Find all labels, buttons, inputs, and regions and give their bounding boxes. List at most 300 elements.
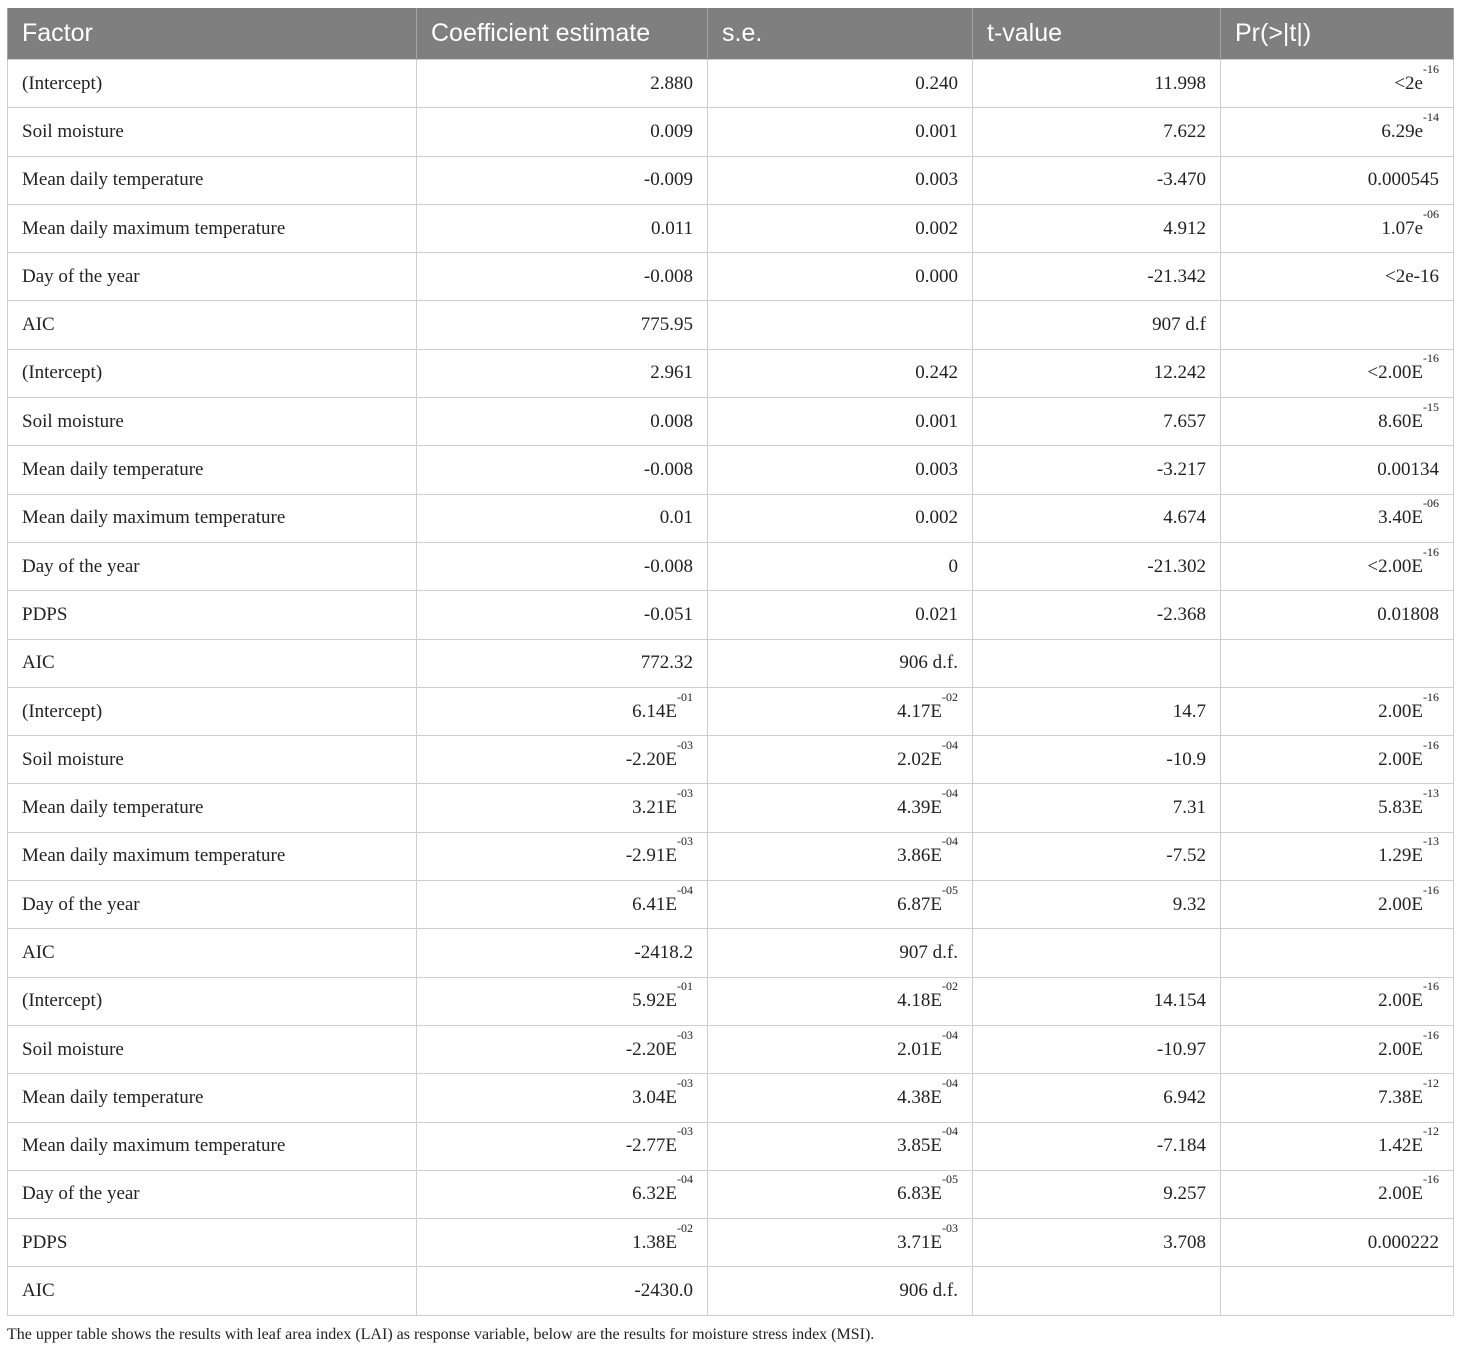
table-row [8, 1267, 1454, 1315]
coefficient-cell [417, 881, 708, 929]
cell-value: 0.01808 [1377, 603, 1439, 625]
table-row [8, 1219, 1454, 1267]
cell-value: Day of the year [22, 265, 140, 287]
t-value-cell [973, 253, 1221, 301]
cell-value: 14.7 [1172, 700, 1206, 722]
cell-exponent: -16 [1423, 689, 1439, 704]
t-value-cell [973, 1267, 1221, 1315]
cell-value: -2.20E [625, 1038, 677, 1060]
table-row [8, 301, 1454, 349]
p-value-cell [1221, 736, 1454, 784]
factor-cell [8, 639, 417, 687]
header-factor: Factor [8, 8, 417, 60]
cell-value: 3.86E [897, 845, 942, 867]
cell-value: 3.40E [1378, 507, 1423, 529]
cell-value: (Intercept) [22, 990, 103, 1012]
cell-value: AIC [22, 1280, 55, 1302]
table-row [8, 687, 1454, 735]
cell-exponent: -16 [1423, 544, 1439, 559]
table-row [8, 784, 1454, 832]
factor-cell [8, 253, 417, 301]
cell-value: -7.184 [1156, 1135, 1206, 1157]
p-value-cell [1221, 398, 1454, 446]
cell-value: 2.00E [1378, 700, 1423, 722]
p-value-cell [1221, 1219, 1454, 1267]
cell-value: 12.242 [1153, 362, 1206, 384]
coefficient-cell [417, 108, 708, 156]
cell-value: 4.912 [1163, 217, 1206, 239]
cell-value: 7.31 [1172, 797, 1206, 819]
header-coefficient-estimate: Coefficient estimate [417, 8, 708, 60]
t-value-cell [973, 494, 1221, 542]
coefficient-cell [417, 1025, 708, 1073]
factor-cell [8, 1025, 417, 1073]
cell-exponent: -04 [942, 1075, 958, 1090]
cell-exponent: -03 [677, 1124, 693, 1139]
cell-value: -0.008 [643, 265, 693, 287]
coefficient-cell [417, 832, 708, 880]
se-cell [708, 253, 973, 301]
factor-cell [8, 591, 417, 639]
coefficient-cell [417, 60, 708, 108]
coefficient-cell [417, 1122, 708, 1170]
se-cell [708, 60, 973, 108]
factor-cell [8, 204, 417, 252]
cell-exponent: -12 [1423, 1124, 1439, 1139]
cell-exponent: -03 [942, 1220, 958, 1235]
header-standard-error: s.e. [708, 8, 973, 60]
table-row [8, 1122, 1454, 1170]
t-value-cell [973, 108, 1221, 156]
cell-value: 1.07e [1381, 217, 1423, 239]
cell-value: -21.342 [1147, 265, 1206, 287]
factor-cell [8, 736, 417, 784]
se-cell [708, 639, 973, 687]
t-value-cell [973, 832, 1221, 880]
cell-value: <2.00E [1367, 555, 1423, 577]
cell-value: 6.83E [897, 1183, 942, 1205]
cell-value: 6.87E [897, 893, 942, 915]
cell-value: 4.38E [897, 1086, 942, 1108]
cell-value: 0.001 [915, 120, 958, 142]
cell-value: 4.17E [897, 700, 942, 722]
p-value-cell [1221, 494, 1454, 542]
cell-value: 2.00E [1378, 1183, 1423, 1205]
cell-value: 0.008 [650, 410, 693, 432]
cell-value: Soil moisture [22, 748, 124, 770]
cell-value: -0.051 [643, 603, 693, 625]
cell-exponent: -01 [677, 979, 693, 994]
factor-cell [8, 108, 417, 156]
cell-exponent: -12 [1423, 1075, 1439, 1090]
table-row [8, 591, 1454, 639]
cell-value: 2.02E [897, 748, 942, 770]
t-value-cell [973, 156, 1221, 204]
t-value-cell [973, 1122, 1221, 1170]
coefficient-cell [417, 156, 708, 204]
cell-value: AIC [22, 652, 55, 674]
coefficient-cell [417, 977, 708, 1025]
coefficient-cell [417, 301, 708, 349]
table-row [8, 156, 1454, 204]
cell-exponent: -13 [1423, 786, 1439, 801]
se-cell [708, 1074, 973, 1122]
t-value-cell [973, 1219, 1221, 1267]
cell-value: 6.32E [632, 1183, 677, 1205]
header-row [8, 8, 1454, 60]
cell-value: 0 [948, 555, 958, 577]
cell-exponent: -04 [677, 882, 693, 897]
factor-cell [8, 446, 417, 494]
cell-exponent: -02 [942, 689, 958, 704]
cell-value: -0.008 [643, 555, 693, 577]
se-cell [708, 687, 973, 735]
factor-cell [8, 832, 417, 880]
cell-value: 0.240 [915, 72, 958, 94]
cell-value: PDPS [22, 1231, 68, 1253]
se-cell [708, 1025, 973, 1073]
cell-value: 11.998 [1154, 72, 1206, 94]
cell-value: 6.14E [632, 700, 677, 722]
table-row [8, 832, 1454, 880]
p-value-cell [1221, 929, 1454, 977]
table-row [8, 1025, 1454, 1073]
table-row [8, 929, 1454, 977]
cell-value: 7.38E [1378, 1086, 1423, 1108]
cell-value: 0.002 [915, 507, 958, 529]
cell-exponent: -14 [1423, 109, 1439, 124]
factor-cell [8, 60, 417, 108]
t-value-cell [973, 1074, 1221, 1122]
table-row [8, 204, 1454, 252]
cell-value: Day of the year [22, 893, 140, 915]
results-table-container [7, 8, 1453, 1316]
cell-value: 2.880 [650, 72, 693, 94]
factor-cell [8, 1170, 417, 1218]
cell-value: 7.622 [1163, 120, 1206, 142]
cell-exponent: -01 [677, 689, 693, 704]
cell-value: 3.85E [897, 1135, 942, 1157]
table-row [8, 108, 1454, 156]
cell-value: 6.942 [1163, 1086, 1206, 1108]
t-value-cell [973, 881, 1221, 929]
cell-value: Mean daily temperature [22, 1086, 204, 1108]
cell-exponent: -03 [677, 737, 693, 752]
cell-value: 0.002 [915, 217, 958, 239]
cell-value: 1.38E [632, 1231, 677, 1253]
cell-value: -10.9 [1166, 748, 1206, 770]
t-value-cell [973, 204, 1221, 252]
cell-value: 5.83E [1378, 797, 1423, 819]
cell-value: -2.91E [625, 845, 677, 867]
cell-value: -2430.0 [634, 1280, 693, 1302]
se-cell [708, 881, 973, 929]
se-cell [708, 156, 973, 204]
cell-exponent: -16 [1423, 737, 1439, 752]
table-row [8, 253, 1454, 301]
table-body [8, 60, 1454, 1316]
cell-exponent: -16 [1423, 979, 1439, 994]
cell-value: 9.257 [1163, 1183, 1206, 1205]
p-value-cell [1221, 1170, 1454, 1218]
cell-exponent: -16 [1423, 1027, 1439, 1042]
cell-exponent: -16 [1423, 882, 1439, 897]
t-value-cell [973, 784, 1221, 832]
factor-cell [8, 156, 417, 204]
header-p-value: Pr(>|t|) [1221, 8, 1454, 60]
factor-cell [8, 881, 417, 929]
se-cell [708, 784, 973, 832]
se-cell [708, 1219, 973, 1267]
cell-value: 0.000222 [1367, 1231, 1439, 1253]
p-value-cell [1221, 542, 1454, 590]
cell-value: -7.52 [1166, 845, 1206, 867]
coefficient-cell [417, 446, 708, 494]
factor-cell [8, 687, 417, 735]
cell-value: -10.97 [1156, 1038, 1206, 1060]
cell-value: 7.657 [1163, 410, 1206, 432]
coefficient-cell [417, 253, 708, 301]
table-row [8, 736, 1454, 784]
coefficient-cell [417, 542, 708, 590]
cell-exponent: -06 [1423, 206, 1439, 221]
factor-cell [8, 398, 417, 446]
cell-value: Mean daily maximum temperature [22, 845, 286, 867]
cell-value: Mean daily maximum temperature [22, 217, 286, 239]
cell-value: Mean daily temperature [22, 459, 204, 481]
factor-cell [8, 349, 417, 397]
cell-exponent: -16 [1423, 61, 1439, 76]
factor-cell [8, 1074, 417, 1122]
cell-exponent: -16 [1423, 351, 1439, 366]
cell-value: 0.000 [915, 265, 958, 287]
p-value-cell [1221, 446, 1454, 494]
cell-value: -2418.2 [634, 941, 693, 963]
table-row [8, 542, 1454, 590]
cell-value: 2.00E [1378, 748, 1423, 770]
table-row [8, 639, 1454, 687]
se-cell [708, 1170, 973, 1218]
t-value-cell [973, 1170, 1221, 1218]
coefficient-cell [417, 398, 708, 446]
cell-value: <2e-16 [1385, 265, 1439, 287]
coefficient-cell [417, 494, 708, 542]
cell-exponent: -04 [942, 1027, 958, 1042]
cell-value: 4.18E [897, 990, 942, 1012]
table-row [8, 60, 1454, 108]
p-value-cell [1221, 687, 1454, 735]
t-value-cell [973, 977, 1221, 1025]
cell-exponent: -04 [942, 737, 958, 752]
p-value-cell [1221, 301, 1454, 349]
se-cell [708, 591, 973, 639]
p-value-cell [1221, 1025, 1454, 1073]
t-value-cell [973, 929, 1221, 977]
cell-value: Day of the year [22, 555, 140, 577]
cell-value: 3.708 [1163, 1231, 1206, 1253]
cell-value: 0.011 [650, 217, 693, 239]
cell-value: 907 d.f [1152, 314, 1206, 336]
cell-value: 0.001 [915, 410, 958, 432]
cell-value: 4.39E [897, 797, 942, 819]
cell-value: 9.32 [1172, 893, 1206, 915]
cell-value: 6.29e [1381, 120, 1423, 142]
cell-value: 2.00E [1378, 990, 1423, 1012]
t-value-cell [973, 60, 1221, 108]
cell-exponent: -16 [1423, 1172, 1439, 1187]
cell-value: 0.00134 [1377, 459, 1439, 481]
coefficient-cell [417, 591, 708, 639]
coefficient-cell [417, 687, 708, 735]
table-row [8, 398, 1454, 446]
cell-value: (Intercept) [22, 362, 103, 384]
p-value-cell [1221, 60, 1454, 108]
cell-value: 8.60E [1378, 410, 1423, 432]
coefficient-cell [417, 204, 708, 252]
cell-value: 2.00E [1378, 1038, 1423, 1060]
cell-value: 14.154 [1153, 990, 1206, 1012]
factor-cell [8, 1267, 417, 1315]
cell-value: AIC [22, 941, 55, 963]
cell-value: PDPS [22, 603, 68, 625]
cell-value: -0.009 [643, 169, 693, 191]
factor-cell [8, 977, 417, 1025]
cell-value: Soil moisture [22, 410, 124, 432]
p-value-cell [1221, 591, 1454, 639]
factor-cell [8, 301, 417, 349]
table-header [8, 8, 1454, 60]
se-cell [708, 1122, 973, 1170]
t-value-cell [973, 446, 1221, 494]
p-value-cell [1221, 108, 1454, 156]
table-row [8, 977, 1454, 1025]
cell-value: -3.217 [1156, 459, 1206, 481]
t-value-cell [973, 591, 1221, 639]
cell-value: Soil moisture [22, 1038, 124, 1060]
cell-exponent: -13 [1423, 834, 1439, 849]
se-cell [708, 832, 973, 880]
cell-value: Soil moisture [22, 120, 124, 142]
p-value-cell [1221, 156, 1454, 204]
cell-value: 3.71E [897, 1231, 942, 1253]
cell-exponent: -03 [677, 1027, 693, 1042]
cell-value: -2.368 [1156, 603, 1206, 625]
coefficient-cell [417, 1074, 708, 1122]
coefficient-cell [417, 1267, 708, 1315]
table-row [8, 446, 1454, 494]
p-value-cell [1221, 784, 1454, 832]
cell-value: (Intercept) [22, 72, 103, 94]
cell-exponent: -04 [942, 786, 958, 801]
cell-value: Day of the year [22, 1183, 140, 1205]
se-cell [708, 929, 973, 977]
cell-value: -0.008 [643, 459, 693, 481]
cell-value: 775.95 [640, 314, 693, 336]
factor-cell [8, 494, 417, 542]
table-footnote: The upper table shows the results with leaf area index (LAI) as response variable, below are the results for moisture stress index (MSI). [7, 1326, 875, 1343]
se-cell [708, 977, 973, 1025]
header-t-value: t-value [973, 8, 1221, 60]
se-cell [708, 446, 973, 494]
cell-value: -2.20E [625, 748, 677, 770]
cell-value: 907 d.f. [899, 941, 958, 963]
factor-cell [8, 1219, 417, 1267]
table-row [8, 494, 1454, 542]
table-row [8, 1074, 1454, 1122]
cell-exponent: -05 [942, 882, 958, 897]
coefficient-cell [417, 1170, 708, 1218]
cell-value: 0.000545 [1367, 169, 1439, 191]
table-row [8, 881, 1454, 929]
se-cell [708, 542, 973, 590]
t-value-cell [973, 736, 1221, 784]
cell-exponent: -03 [677, 786, 693, 801]
cell-value: -21.302 [1147, 555, 1206, 577]
cell-value: 906 d.f. [899, 652, 958, 674]
p-value-cell [1221, 1074, 1454, 1122]
p-value-cell [1221, 204, 1454, 252]
se-cell [708, 736, 973, 784]
se-cell [708, 349, 973, 397]
cell-value: <2.00E [1367, 362, 1423, 384]
coefficient-cell [417, 784, 708, 832]
se-cell [708, 1267, 973, 1315]
cell-value: 0.01 [659, 507, 693, 529]
cell-value: 2.961 [650, 362, 693, 384]
p-value-cell [1221, 349, 1454, 397]
se-cell [708, 204, 973, 252]
t-value-cell [973, 1025, 1221, 1073]
coefficient-cell [417, 929, 708, 977]
t-value-cell [973, 639, 1221, 687]
cell-value: 0.009 [650, 120, 693, 142]
cell-value: 6.41E [632, 893, 677, 915]
cell-value: Mean daily temperature [22, 169, 204, 191]
cell-value: 906 d.f. [899, 1280, 958, 1302]
cell-value: 3.04E [632, 1086, 677, 1108]
cell-value: 4.674 [1163, 507, 1206, 529]
p-value-cell [1221, 639, 1454, 687]
se-cell [708, 108, 973, 156]
se-cell [708, 301, 973, 349]
p-value-cell [1221, 881, 1454, 929]
cell-exponent: -05 [942, 1172, 958, 1187]
cell-value: 0.003 [915, 459, 958, 481]
coefficient-cell [417, 736, 708, 784]
p-value-cell [1221, 253, 1454, 301]
p-value-cell [1221, 1122, 1454, 1170]
cell-value: -2.77E [625, 1135, 677, 1157]
cell-value: 0.242 [915, 362, 958, 384]
cell-value: 0.003 [915, 169, 958, 191]
cell-exponent: -06 [1423, 496, 1439, 511]
factor-cell [8, 784, 417, 832]
cell-value: 2.00E [1378, 893, 1423, 915]
cell-value: 1.29E [1378, 845, 1423, 867]
coefficient-cell [417, 349, 708, 397]
table-row [8, 349, 1454, 397]
regression-results-table [7, 8, 1454, 1316]
t-value-cell [973, 349, 1221, 397]
cell-value: 0.021 [915, 603, 958, 625]
cell-value: 5.92E [632, 990, 677, 1012]
coefficient-cell [417, 1219, 708, 1267]
cell-value: Mean daily temperature [22, 797, 204, 819]
cell-value: Mean daily maximum temperature [22, 507, 286, 529]
cell-value: AIC [22, 314, 55, 336]
cell-exponent: -04 [942, 1124, 958, 1139]
t-value-cell [973, 542, 1221, 590]
